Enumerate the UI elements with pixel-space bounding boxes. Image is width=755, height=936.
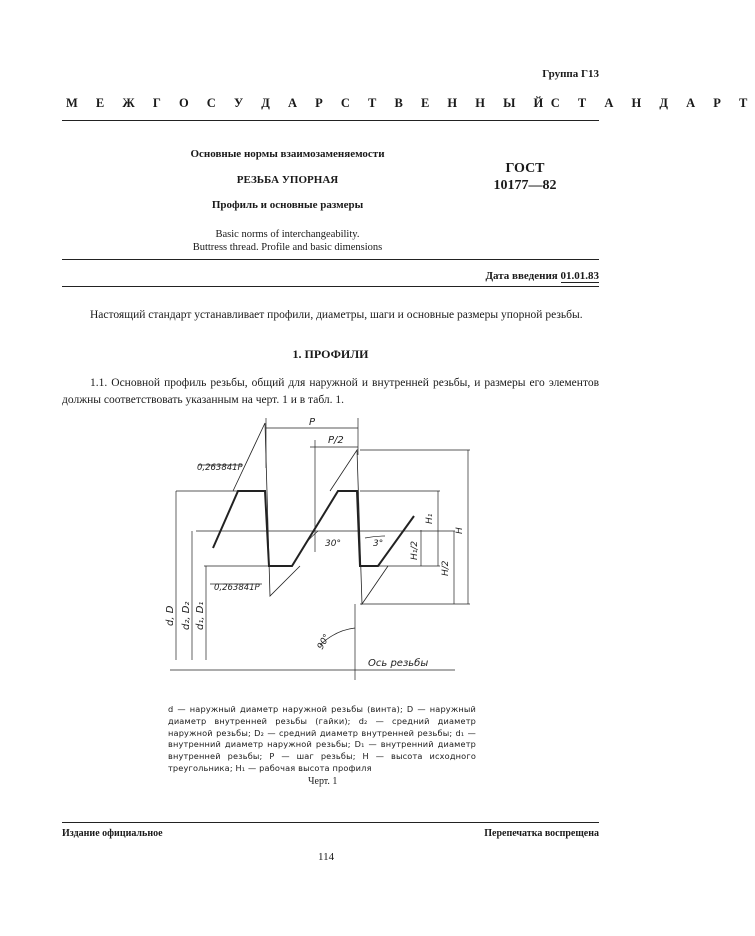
- H1-label: H₁: [425, 513, 435, 524]
- intro-paragraph: Настоящий стандарт устанавливает профили, диаметры, шаги и основные размеры упорной резьбы.: [90, 309, 583, 321]
- H-label: H: [455, 527, 465, 534]
- half-pitch-label: P/2: [328, 435, 344, 446]
- clause-1-1: 1.1. Основной профиль резьбы, общий для наружной и внутренней резьбы, и размеры его элементов должны соответствовать указанным на черт. 1 и в табл. 1.: [62, 377, 599, 406]
- footer-left: Издание официальное: [62, 828, 163, 839]
- intro-date-label: Дата введения: [485, 270, 558, 282]
- page-number: 114: [318, 851, 335, 863]
- section-title: 1. ПРОФИЛИ: [292, 347, 369, 361]
- date-rule: [62, 286, 599, 287]
- intro-date-value: 01.01.83: [560, 270, 599, 282]
- english-title-line-2: Buttress thread. Profile and basic dimensions: [192, 242, 383, 253]
- gost-designation: [470, 160, 580, 194]
- H1-half-label: H₁/2: [410, 540, 420, 560]
- axis-label: Ось резьбы: [368, 658, 429, 669]
- flat-top-label: 0,263841P: [197, 463, 243, 473]
- intro-date: [485, 270, 599, 282]
- angle-90-label: 90°: [315, 632, 333, 652]
- angle-30-label: 30°: [325, 539, 341, 549]
- d2-D2-label: d₂, D₂: [181, 601, 192, 630]
- standard-main-title: Основные нормы взаимозаменяемости: [190, 148, 385, 160]
- english-title: [150, 228, 425, 254]
- drawing-caption: Черт. 1: [308, 776, 338, 787]
- profile-subtitle: Профиль и основные размеры: [211, 199, 364, 211]
- standard-type-heading: [66, 96, 755, 111]
- d-D-label: d, D: [165, 605, 176, 626]
- thread-title: РЕЗЬБА УПОРНАЯ: [236, 174, 339, 186]
- group-code: Группа Г13: [542, 68, 599, 80]
- pitch-label: P: [309, 417, 316, 428]
- english-title-line-1: Basic norms of interchangeability.: [215, 229, 360, 240]
- standard-type-word-1: М Е Ж Г О С У Д А Р С Т В Е Н Н Ы Й: [66, 96, 551, 110]
- gost-label: ГОСТ: [505, 161, 545, 176]
- standard-type-word-2: С Т А Н Д А Р Т: [550, 96, 755, 110]
- d1-D1-label: d₁, D₁: [195, 601, 206, 630]
- footer-rule: [62, 822, 599, 823]
- flat-bottom-label: 0,263841P: [214, 583, 260, 593]
- thread-profile-drawing: [150, 412, 480, 687]
- gost-number: 10177—82: [493, 178, 557, 193]
- header-rule: [62, 120, 599, 121]
- angle-3-label: 3°: [373, 539, 384, 549]
- H-half-label: H/2: [441, 560, 451, 576]
- drawing-legend: d — наружный диаметр наружной резьбы (винта); D — наружный диаметр внутренней резьбы (гайки); d₂ — средний диаметр наружной резьбы; D₂ — средний диаметр внутренней резьбы; d₁ — внутренний диаметр наружной резьбы; D₁ — внутренний диаметр внутренней резьбы; P — шаг резьбы; H — высота исходного треугольника; H₁ — рабочая высота профиля: [168, 704, 476, 773]
- footer-right: Перепечатка воспрещена: [484, 828, 599, 839]
- title-rule: [62, 259, 599, 260]
